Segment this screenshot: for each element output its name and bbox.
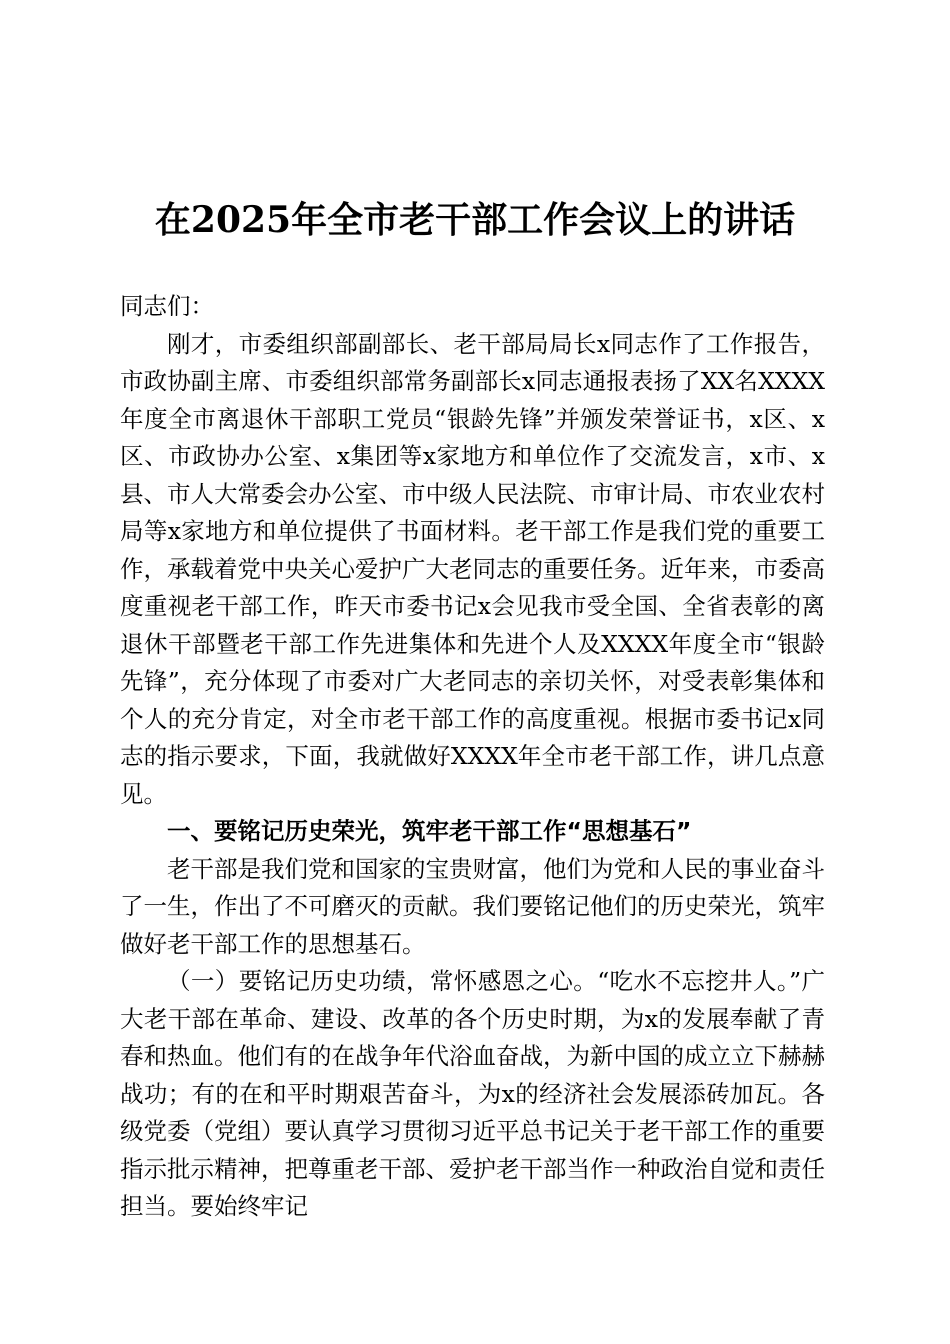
document-title: 在2025年全市老干部工作会议上的讲话 <box>154 199 796 241</box>
section-heading-1: 一、要铭记历史荣光，筑牢老干部工作“思想基石” <box>167 817 692 845</box>
section-1-subpoint-1-paragraph: （一）要铭记历史功绩，常怀感恩之心。“吃水不忘挖井人。”广大老干部在革命、建设、改革的各个历史时期，为x的发展奉献了青春和热血。他们有的在战争年代浴血奋战，为新中国的成立立下赫赫战功；有的在和平时期艰苦奋斗，为x的经济社会发展添砖加瓦。各级党委（党组）要认真学习贯彻习近平总书记关于老干部工作的重要指示批示精神，把尊重老干部、爱护老干部当作一种政治自觉和责任担当。要始终牢记 <box>120 967 825 1220</box>
section-1-intro-paragraph: 老干部是我们党和国家的宝贵财富，他们为党和人民的事业奋斗了一生，作出了不可磨灭的贡献。我们要铭记他们的历史荣光，筑牢做好老干部工作的思想基石。 <box>120 854 825 958</box>
salutation: 同志们： <box>120 292 214 320</box>
document-body <box>120 288 825 1226</box>
opening-paragraph: 刚才，市委组织部副部长、老干部局局长x同志作了工作报告，市政协副主席、市委组织部常务副部长x同志通报表扬了XX名XXXX年度全市离退休干部职工党员“银龄先锋”并颁发荣誉证书，x区、x区、市政协办公室、x集团等x家地方和单位作了交流发言，x市、x县、市人大常委会办公室、市中级人民法院、市审计局、市农业农村局等x家地方和单位提供了书面材料。老干部工作是我们党的重要工作，承载着党中央关心爱护广大老同志的重要任务。近年来，市委高度重视老干部工作，昨天市委书记x会见我市受全国、全省表彰的离退休干部暨老干部工作先进集体和先进个人及XXXX年度全市“银龄先锋”，充分体现了市委对广大老同志的亲切关怀，对受表彰集体和个人的充分肯定，对全市老干部工作的高度重视。根据市委书记x同志的指示要求，下面，我就做好XXXX年全市老干部工作，讲几点意见。 <box>120 329 825 808</box>
